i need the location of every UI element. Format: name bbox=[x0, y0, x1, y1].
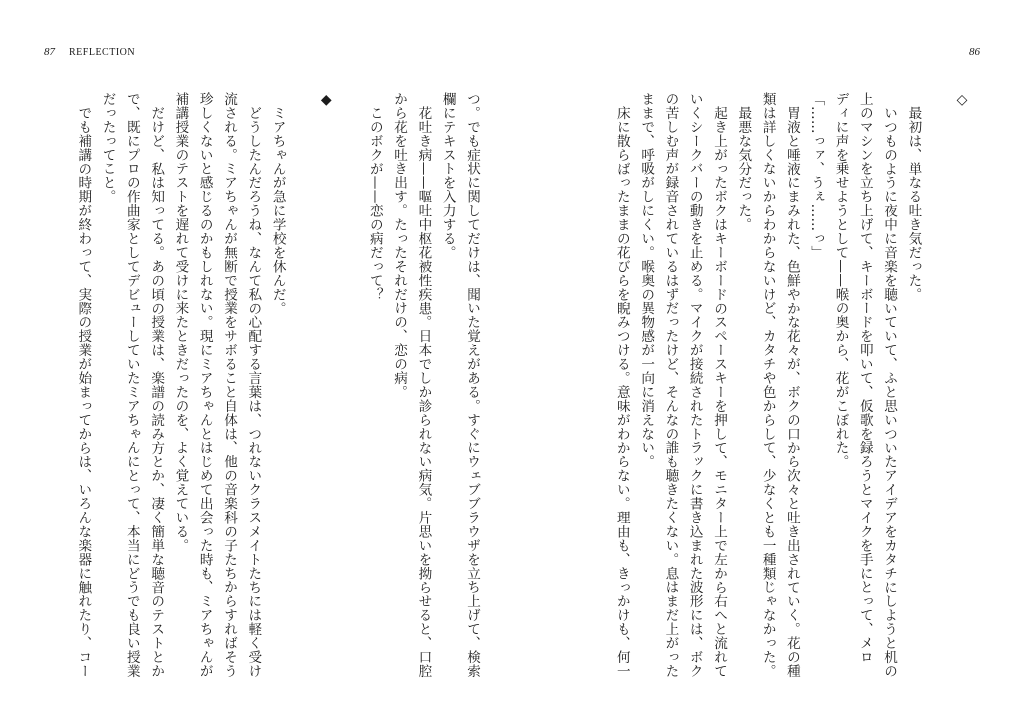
text-line: の苦しむ声が録音されているはずだったけど、そんなの誰も聴きたくない。息はまだ上がった bbox=[662, 92, 679, 678]
text-line: ままで、呼吸がしにくい。喉奥の異物感が一向に消えない。 bbox=[638, 92, 655, 469]
text-line: ディに声を乗せようとして——喉の奥から、花がこぼれた。 bbox=[832, 92, 849, 469]
text-line: 最初は、単なる吐き気だった。 bbox=[905, 105, 922, 301]
text-line: どうしたんだろうね、なんて私の心配する言葉は、つれないクラスメイトたちには軽く受け bbox=[245, 105, 262, 678]
text-line: 床に散らばったままの花びらを睨みつける。意味がわからない。理由も、きっかけも、何一 bbox=[613, 105, 630, 678]
diamond-outline-icon: ◇ bbox=[954, 92, 970, 109]
text-line: だったってこと。 bbox=[99, 92, 116, 204]
text-line: いつものように夜中に音楽を聴いていて、ふと思いついたアイデアをカタチにしようと机の bbox=[881, 105, 898, 678]
text-line: 胃液と唾液にまみれた、色鮮やかな花々が、ボクの口から次々と吐き出されていく。花の種 bbox=[783, 105, 800, 678]
text-line: 花吐き病——嘔吐中枢花被性疾患。日本でしか診られない病気。片思いを拗らせると、口腔 bbox=[415, 105, 432, 678]
running-head bbox=[44, 46, 135, 58]
blank-line bbox=[290, 92, 314, 712]
left-page-text bbox=[28, 92, 484, 712]
book-title: REFLECTION bbox=[69, 47, 136, 58]
text-line: このボクが——恋の病だって？ bbox=[366, 105, 383, 301]
text-line: ミアちゃんが急に学校を休んだ。 bbox=[269, 105, 286, 315]
text-line: 流される。ミアちゃんが無断で授業をサボること自体は、他の音楽科の子たちからすればそう bbox=[221, 92, 238, 678]
text-line: 類は詳しくないからわからないけど、カタチや色からして、少なくとも一種類じゃなかった。 bbox=[759, 92, 776, 678]
text-line: でも補講の時期が終わって、実際の授業が始まってからは、いろんな楽器に触れたり、コー bbox=[75, 105, 92, 678]
text-line: 珍しくないと感じるのかもしれない。現にミアちゃんとはじめて出会った時も、ミアちゃんが bbox=[196, 92, 213, 678]
text-line: で、既にプロの作曲家としてデビューしていたミアちゃんにとって、本当にどうでも良い授業 bbox=[123, 92, 140, 678]
right-page-text bbox=[534, 92, 974, 712]
diamond-filled-icon: ◆ bbox=[318, 92, 335, 109]
text-line: から花を吐き出す。たったそれだけの、恋の病。 bbox=[391, 92, 408, 399]
text-line: いくシークバーの動きを止める。マイクが接続されたトラックに書き込まれた波形には、ボク bbox=[686, 92, 703, 678]
text-line: つ。でも症状に関してだけは、聞いた覚えがある。すぐにウェブブラウザを立ち上げて、検索 bbox=[464, 92, 480, 678]
text-line: 上のマシンを立ち上げて、キーボードを叩いて、仮歌を録ろうとマイクを手にとって、メロ bbox=[856, 92, 873, 664]
right-page bbox=[512, 0, 1024, 722]
text-line: 起き上がったボクはキーボードのスペースキーを押して、モニター上で左から右へと流れて bbox=[711, 105, 728, 678]
blank-line bbox=[338, 92, 362, 712]
text-line: だけど、私は知ってる。あの頃の授業は、楽譜の読み方とか、凄く簡単な聴音のテストとか bbox=[148, 105, 165, 678]
text-line: 補講授業のテストを遅れて受けに来たときだったのを、よく覚えている。 bbox=[172, 92, 189, 553]
page-number-left: 87 bbox=[44, 46, 55, 58]
blank-line bbox=[925, 92, 949, 712]
page-number-right: 86 bbox=[969, 46, 980, 58]
text-line: 「……っァ、うぇ……っ」 bbox=[808, 92, 825, 260]
text-line: 最悪な気分だった。 bbox=[735, 105, 752, 232]
text-line: 欄にテキストを入力する。 bbox=[439, 92, 456, 260]
